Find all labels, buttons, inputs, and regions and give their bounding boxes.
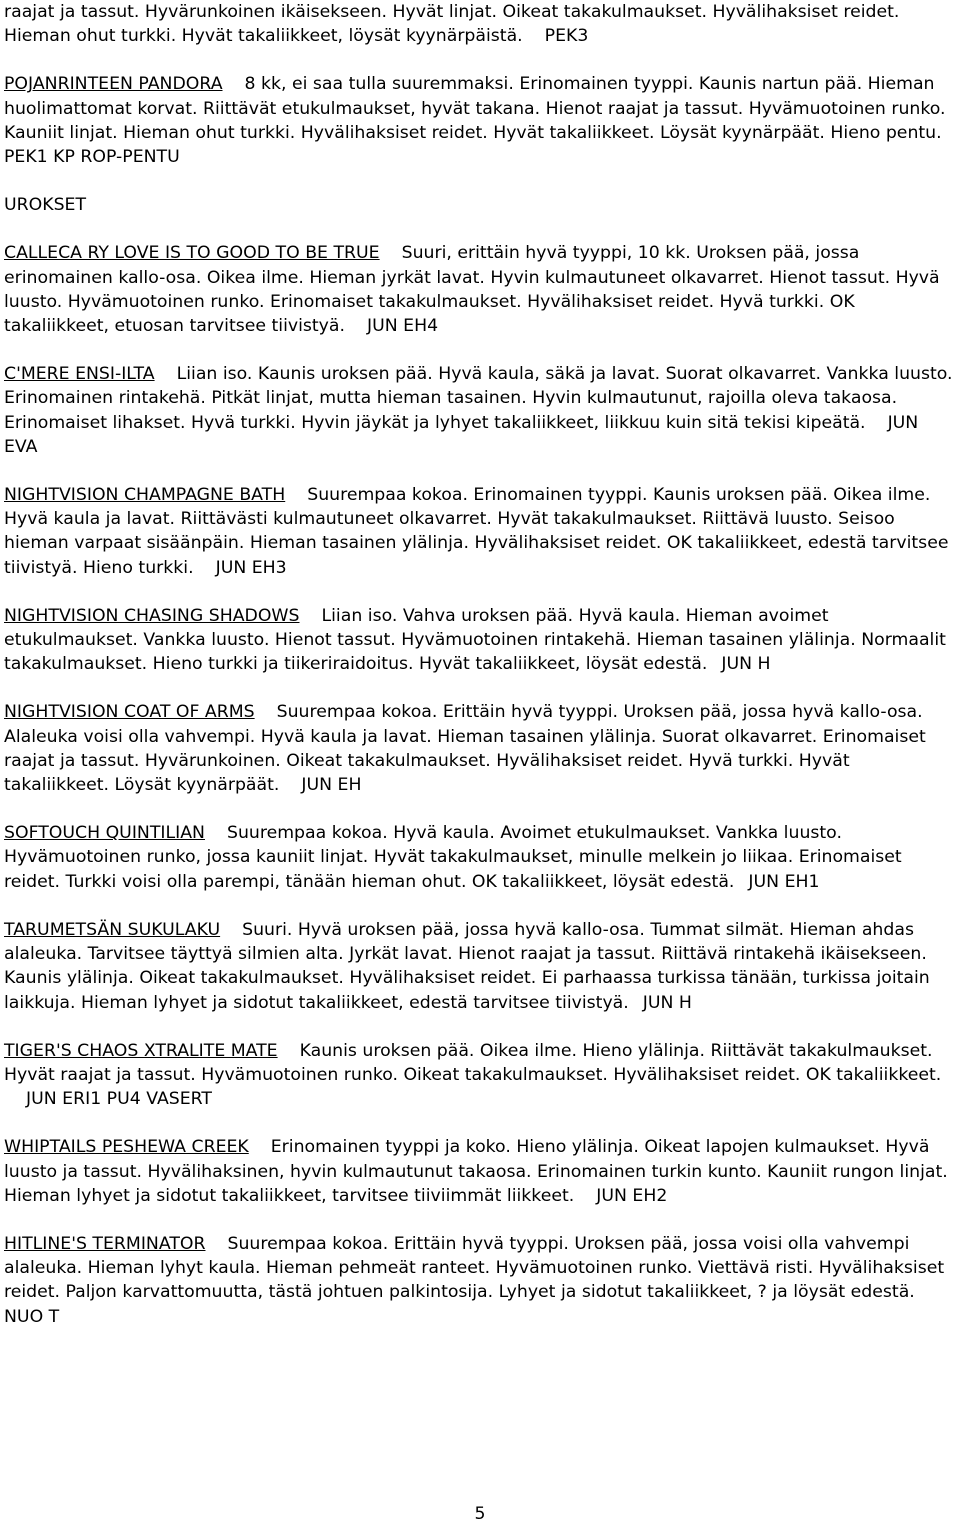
dog-entry: [4, 918, 956, 1015]
dog-entry: [4, 821, 956, 894]
result-text: JUN H: [642, 992, 692, 1013]
dog-entry: [4, 604, 956, 677]
puppy-entry: [4, 72, 956, 169]
dog-entry: [4, 483, 956, 580]
critique-text: Suurempaa kokoa. Erittäin hyvä tyyppi. Uroksen pää, jossa voisi olla vahvempi alaleuka. Hieman lyhyt kaula. Hieman pehmeät ranteet. Hyvämuotoinen runko. Viettävä risti. Hyvälihaksiset reidet. Paljon karvattomuutta, tästä johtuen palkintosija. Lyhyet ja sidotut takaliikkeet, ? ja löysät edestä.: [4, 1233, 945, 1303]
result-text: JUN EH2: [596, 1185, 668, 1206]
dog-name: POJANRINTEEN PANDORA: [4, 74, 223, 95]
document-page: [4, 0, 956, 1329]
dog-entry: [4, 1135, 956, 1208]
result-text: JUN ERI1 PU4 VASERT: [26, 1089, 212, 1110]
dog-name: NIGHTVISION CHAMPAGNE BATH: [4, 485, 286, 506]
dog-name: TIGER'S CHAOS XTRALITE MATE: [4, 1040, 278, 1061]
intro-paragraph: [4, 0, 956, 48]
critique-text: Kaunis uroksen pää. Oikea ilme. Hieno ylälinja. Riittävät takakulmaukset. Hyvät raajat ja tassut. Hyvämuotoinen runko. Oikeat takakulmaukset. Hyvälihaksiset reidet. OK takaliikkeet.: [4, 1040, 942, 1085]
dog-entry: [4, 362, 956, 459]
critique-text: Suurempaa kokoa. Erittäin hyvä tyyppi. Uroksen pää, jossa hyvä kallo-osa. Alaleuka voisi olla vahvempi. Hyvä kaula ja lavat. Hieman tasainen ylälinja. Suorat olkavarret. Erinomaiset raajat ja tassut. Hyvärunkoinen. Oikeat takakulmaukset. Hyvälihaksiset reidet. Hyvä turkki. Hyvät takaliikkeet. Löysät kyynärpäät.: [4, 702, 926, 796]
critique-text: Liian iso. Kaunis uroksen pää. Hyvä kaula, säkä ja lavat. Suorat olkavarret. Vankka luusto. Erinomainen rintakehä. Pitkät linjat, mutta hieman tasainen. Hyvin kulmautunut, rajoilla oleva takaosa. Erinomaiset lihakset. Hyvä turkki. Hyvin jäykät ja lyhyet takaliikkeet, liikkuu kuin sitä tekisi kipeätä.: [4, 364, 953, 433]
intro-text: raajat ja tassut. Hyvärunkoinen ikäisekseen. Hyvät linjat. Oikeat takakulmaukset. Hyvälihaksiset reidet. Hieman ohut turkki. Hyvät takaliikkeet, löysät kyynärpäistä.: [4, 2, 900, 47]
dog-entry: [4, 1232, 956, 1329]
intro-result: PEK3: [544, 26, 589, 47]
dog-name: C'MERE ENSI-ILTA: [4, 364, 155, 385]
dog-name: WHIPTAILS PESHEWA CREEK: [4, 1137, 249, 1158]
dog-name: HITLINE'S TERMINATOR: [4, 1233, 206, 1254]
result-text: JUN H: [721, 654, 771, 675]
dog-entry: [4, 1039, 956, 1112]
result-text: JUN EH: [301, 775, 362, 796]
dog-name: CALLECA RY LOVE IS TO GOOD TO BE TRUE: [4, 243, 380, 264]
critique-text: Erinomainen tyyppi ja koko. Hieno ylälinja. Oikeat lapojen kulmaukset. Hyvä luusto ja tassut. Hyvälihaksinen, hyvin kulmautunut takaosa. Erinomainen turkin kunto. Kauniit rungon linjat. Hieman lyhyet ja sidotut takaliikkeet, tarvitsee tiiviimmät liikkeet.: [4, 1137, 948, 1206]
critique-text: Suurempaa kokoa. Hyvä kaula. Avoimet etukulmaukset. Vankka luusto. Hyvämuotoinen runko, jossa kauniit linjat. Hyvät takakulmaukset, minulle melkein jo liikaa. Erinomaiset reidet. Turkki voisi olla parempi, tänään hieman ohut. OK takaliikkeet, löysät edestä.: [4, 823, 902, 892]
dog-name: NIGHTVISION CHASING SHADOWS: [4, 605, 300, 626]
result-text: JUN EH1: [748, 871, 820, 892]
critique-text: Suurempaa kokoa. Erinomainen tyyppi. Kaunis uroksen pää. Oikea ilme. Hyvä kaula ja lavat. Riittävästi kulmautuneet olkavarret. Hyvät takakulmaukset. Riittävä luusto. Seisoo hieman varpaat sisäänpäin. Hieman tasainen ylälinja. Hyvälihaksiset reidet. OK takaliikkeet, edestä tarvitsee tiivistyä. Hieno turkki.: [4, 485, 949, 578]
page-number: 5: [474, 1504, 486, 1524]
dog-name: TARUMETSÄN SUKULAKU: [4, 919, 221, 940]
critique-text: 8 kk, ei saa tulla suuremmaksi. Erinomainen tyyppi. Kaunis nartun pää. Hieman huolimattomat korvat. Riittävät etukulmaukset, hyvät takana. Hienot raajat ja tassut. Hyvämuotoinen runko. Kauniit linjat. Hieman ohut turkki. Hyvälihaksiset reidet. Hyvät takaliikkeet. Löysät kyynärpäät. Hieno pentu.: [4, 74, 946, 143]
critique-text: Liian iso. Vahva uroksen pää. Hyvä kaula. Hieman avoimet etukulmaukset. Vankka luusto. Hienot tassut. Hyvämuotoinen rintakehä. Hieman tasainen ylälinja. Normaalit takakulmaukset. Hieno turkki ja tiikeriraidoitus. Hyvät takaliikkeet, löysät edestä.: [4, 605, 946, 675]
result-text: JUN EH4: [367, 316, 439, 337]
dog-entry: [4, 700, 956, 797]
critique-text: Suuri. Hyvä uroksen pää, jossa hyvä kallo-osa. Tummat silmät. Hieman ahdas alaleuka. Tarvitsee täyttyä silmien alta. Jyrkät lavat. Hienot raajat ja tassut. Riittävä rintakehä ikäisekseen. Kaunis ylälinja. Oikeat takakulmaukset. Hyvälihaksiset reidet. Ei parhaassa turkissa tänään, turkissa joitain laikkuja. Hieman lyhyet ja sidotut takaliikkeet, edestä tarvitsee tiivistyä.: [4, 919, 930, 1013]
result-text: NUO T: [4, 1306, 60, 1327]
dog-entry: [4, 241, 956, 338]
critique-text: Suuri, erittäin hyvä tyyppi, 10 kk. Uroksen pää, jossa erinomainen kallo-osa. Oikea ilme. Hieman jyrkät lavat. Hyvin kulmautuneet olkavarret. Hienot tassut. Hyvä luusto. Hyvämuotoinen runko. Erinomaiset takakulmaukset. Hyvälihaksiset reidet. Hyvä turkki. OK takaliikkeet, etuosan tarvitsee tiivistyä.: [4, 243, 940, 337]
dog-name: NIGHTVISION COAT OF ARMS: [4, 702, 255, 723]
section-title: UROKSET: [4, 195, 87, 216]
dog-name: SOFTOUCH QUINTILIAN: [4, 823, 205, 844]
result-text: JUN EVA: [4, 412, 919, 457]
result-text: JUN EH3: [215, 557, 287, 578]
result-text: PEK1 KP ROP-PENTU: [4, 147, 180, 168]
